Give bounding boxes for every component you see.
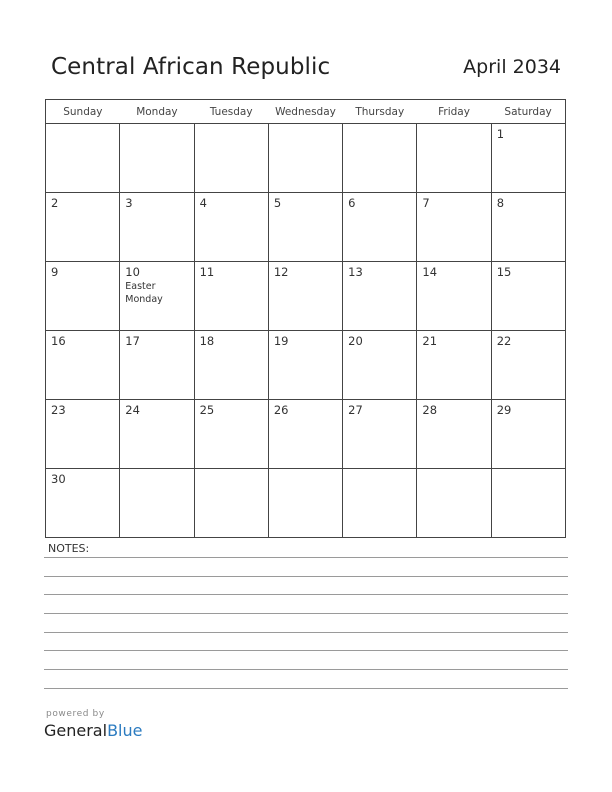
notes-line (44, 669, 568, 670)
day-cell (343, 262, 417, 331)
day-cell (491, 193, 565, 262)
day-number: 1 (496, 127, 505, 141)
weekday-wednesday: Wednesday (268, 100, 342, 124)
day-number: 30 (51, 472, 66, 486)
day-cell (417, 400, 491, 469)
day-number: 18 (199, 334, 215, 348)
day-number: 20 (348, 334, 363, 348)
day-cell (120, 124, 194, 193)
day-cell (417, 262, 491, 331)
day-cell (46, 400, 120, 469)
day-number: 28 (422, 403, 438, 417)
day-cell (46, 262, 120, 331)
calendar-country-title: Central African Republic (51, 54, 331, 80)
day-number: 7 (422, 196, 430, 210)
weekday-header-row (46, 100, 566, 124)
calendar-grid (45, 99, 566, 538)
weekday-friday: Friday (417, 100, 491, 124)
day-cell (46, 469, 120, 538)
day-number: 2 (51, 196, 59, 210)
week-row (46, 262, 566, 331)
day-cell (343, 124, 417, 193)
day-number: 6 (348, 196, 356, 210)
notes-line (44, 594, 568, 595)
week-row (46, 400, 566, 469)
day-cell (268, 193, 342, 262)
day-cell (120, 331, 194, 400)
weekday-monday: Monday (120, 100, 194, 124)
notes-line (44, 613, 568, 614)
weekday-saturday: Saturday (491, 100, 565, 124)
week-row (46, 331, 566, 400)
day-cell (194, 193, 268, 262)
day-number: 8 (496, 196, 505, 210)
calendar-month-year: April 2034 (463, 56, 561, 78)
day-cell (417, 193, 491, 262)
day-number: 11 (199, 265, 215, 279)
day-cell (268, 262, 342, 331)
weekday-sunday: Sunday (46, 100, 120, 124)
day-number: 9 (51, 265, 59, 279)
day-cell (194, 469, 268, 538)
week-row (46, 469, 566, 538)
day-cell (491, 469, 565, 538)
day-cell (194, 124, 268, 193)
day-number: 29 (496, 403, 512, 417)
day-number: 12 (273, 265, 289, 279)
day-number: 10 (125, 265, 140, 279)
day-cell (491, 124, 565, 193)
day-cell (343, 331, 417, 400)
weekday-thursday: Thursday (343, 100, 417, 124)
day-cell (343, 193, 417, 262)
day-cell (194, 400, 268, 469)
holiday-label: Easter Monday (125, 281, 163, 305)
day-number: 21 (422, 334, 438, 348)
day-cell (46, 331, 120, 400)
notes-line (44, 632, 568, 633)
week-row (46, 124, 566, 193)
notes-line (44, 557, 568, 558)
day-cell (491, 331, 565, 400)
day-cell (120, 262, 194, 331)
day-cell (120, 469, 194, 538)
day-cell (268, 469, 342, 538)
generalblue-logo (44, 721, 142, 740)
day-cell (417, 469, 491, 538)
day-number: 26 (273, 403, 289, 417)
day-number: 3 (125, 196, 133, 210)
notes-line (44, 688, 568, 689)
day-number: 14 (422, 265, 438, 279)
day-cell (46, 193, 120, 262)
week-row (46, 193, 566, 262)
day-cell (268, 331, 342, 400)
day-cell (120, 193, 194, 262)
day-number: 23 (51, 403, 66, 417)
day-number: 16 (51, 334, 66, 348)
day-number: 19 (273, 334, 289, 348)
day-number: 22 (496, 334, 512, 348)
day-cell (343, 400, 417, 469)
day-cell (417, 124, 491, 193)
day-cell (120, 400, 194, 469)
day-cell (491, 400, 565, 469)
day-cell (268, 124, 342, 193)
notes-line (44, 650, 568, 651)
notes-label: NOTES: (48, 542, 90, 555)
day-cell (46, 124, 120, 193)
day-number: 4 (199, 196, 207, 210)
weekday-tuesday: Tuesday (194, 100, 268, 124)
day-cell (268, 400, 342, 469)
day-cell (194, 262, 268, 331)
day-number: 5 (273, 196, 282, 210)
brand-general: General (44, 721, 108, 740)
day-number: 27 (348, 403, 363, 417)
notes-line (44, 576, 568, 577)
day-cell (343, 469, 417, 538)
day-cell (194, 331, 268, 400)
day-number: 24 (125, 403, 140, 417)
day-number: 25 (199, 403, 215, 417)
day-cell (417, 331, 491, 400)
day-number: 15 (496, 265, 512, 279)
day-number: 17 (125, 334, 140, 348)
day-number: 13 (348, 265, 363, 279)
brand-blue: Blue (107, 721, 143, 740)
day-cell (491, 262, 565, 331)
powered-by-text: powered by (46, 709, 105, 719)
